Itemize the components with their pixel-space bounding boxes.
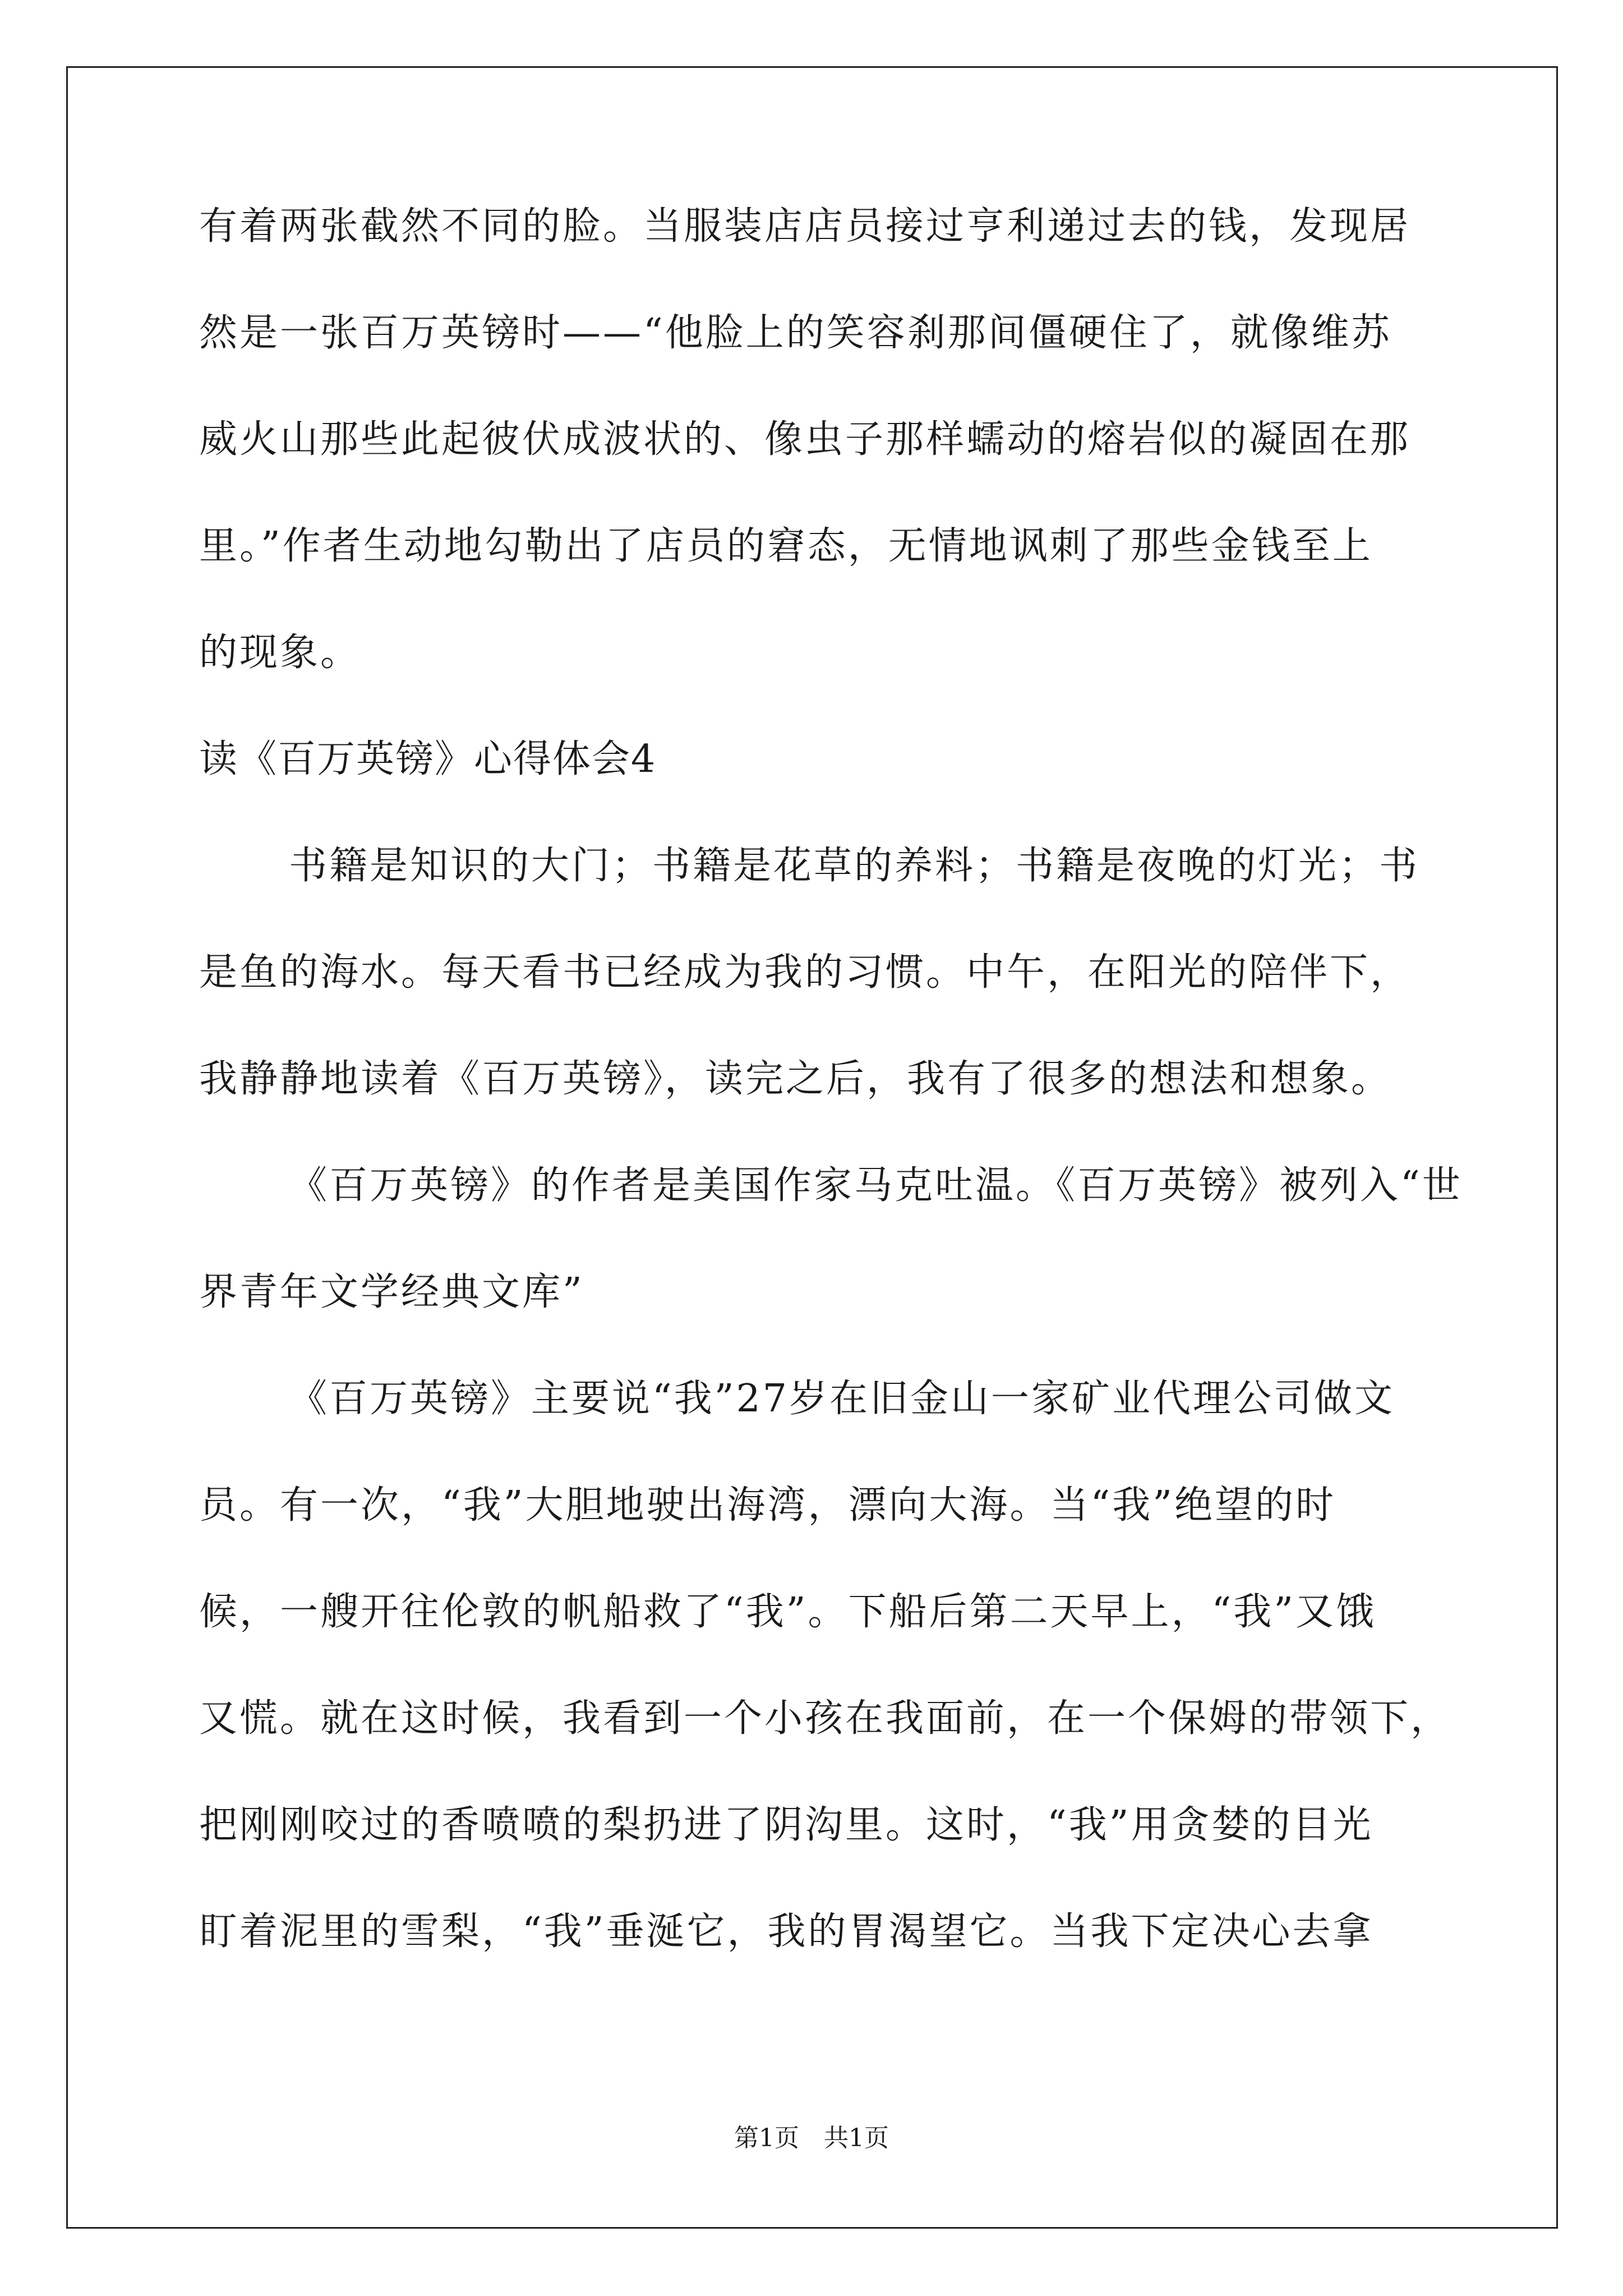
paragraph-line: 《百万英镑》主要说“我”27岁在旧金山一家矿业代理公司做文 <box>289 1377 1395 1421</box>
paragraph-line: 员。有一次，“我”大胆地驶出海湾，漂向大海。当“我”绝望的时 <box>199 1483 1336 1527</box>
paragraph-line: 威火山那些此起彼伏成波状的、像虫子那样蠕动的熔岩似的凝固在那 <box>199 417 1411 462</box>
paragraph-line: 然是一张百万英镑时——“他脸上的笑容刹那间僵硬住了，就像维苏 <box>199 311 1392 355</box>
page-footer: 第1页 共1页 <box>734 2124 889 2152</box>
paragraph-line: 候，一艘开往伦敦的帆船救了“我”。下船后第二天早上，“我”又饿 <box>199 1590 1377 1634</box>
paragraph-line: 我静静地读着《百万英镑》，读完之后，我有了很多的想法和想象。 <box>199 1057 1392 1101</box>
paragraph-line: 又慌。就在这时候，我看到一个小孩在我面前，在一个保姆的带领下， <box>199 1696 1451 1741</box>
paragraph-line: 界青年文学经典文库” <box>199 1270 584 1314</box>
paragraph-line: 里。”作者生动地勾勒出了店员的窘态，无情地讽刺了那些金钱至上 <box>199 524 1373 568</box>
paragraph-line: 的现象。 <box>199 631 361 675</box>
document-body <box>199 204 1463 2019</box>
paragraph-line: 是鱼的海水。每天看书已经成为我的习惯。中午，在阳光的陪伴下， <box>199 950 1411 995</box>
paragraph-line: 把刚刚咬过的香喷喷的梨扔进了阴沟里。这时，“我”用贪婪的目光 <box>199 1803 1373 1847</box>
paragraph-line: 盯着泥里的雪梨，“我”垂涎它，我的胃渴望它。当我下定决心去拿 <box>199 1910 1373 1954</box>
section-heading: 读《百万英镑》心得体会4 <box>199 737 657 781</box>
paragraph-line: 有着两张截然不同的脸。当服装店店员接过亨利递过去的钱，发现居 <box>199 204 1411 249</box>
paragraph-line: 《百万英镑》的作者是美国作家马克吐温。《百万英镑》被列入“世 <box>289 1163 1463 1208</box>
paragraph-line: 书籍是知识的大门；书籍是花草的养料；书籍是夜晚的灯光；书 <box>289 844 1420 888</box>
